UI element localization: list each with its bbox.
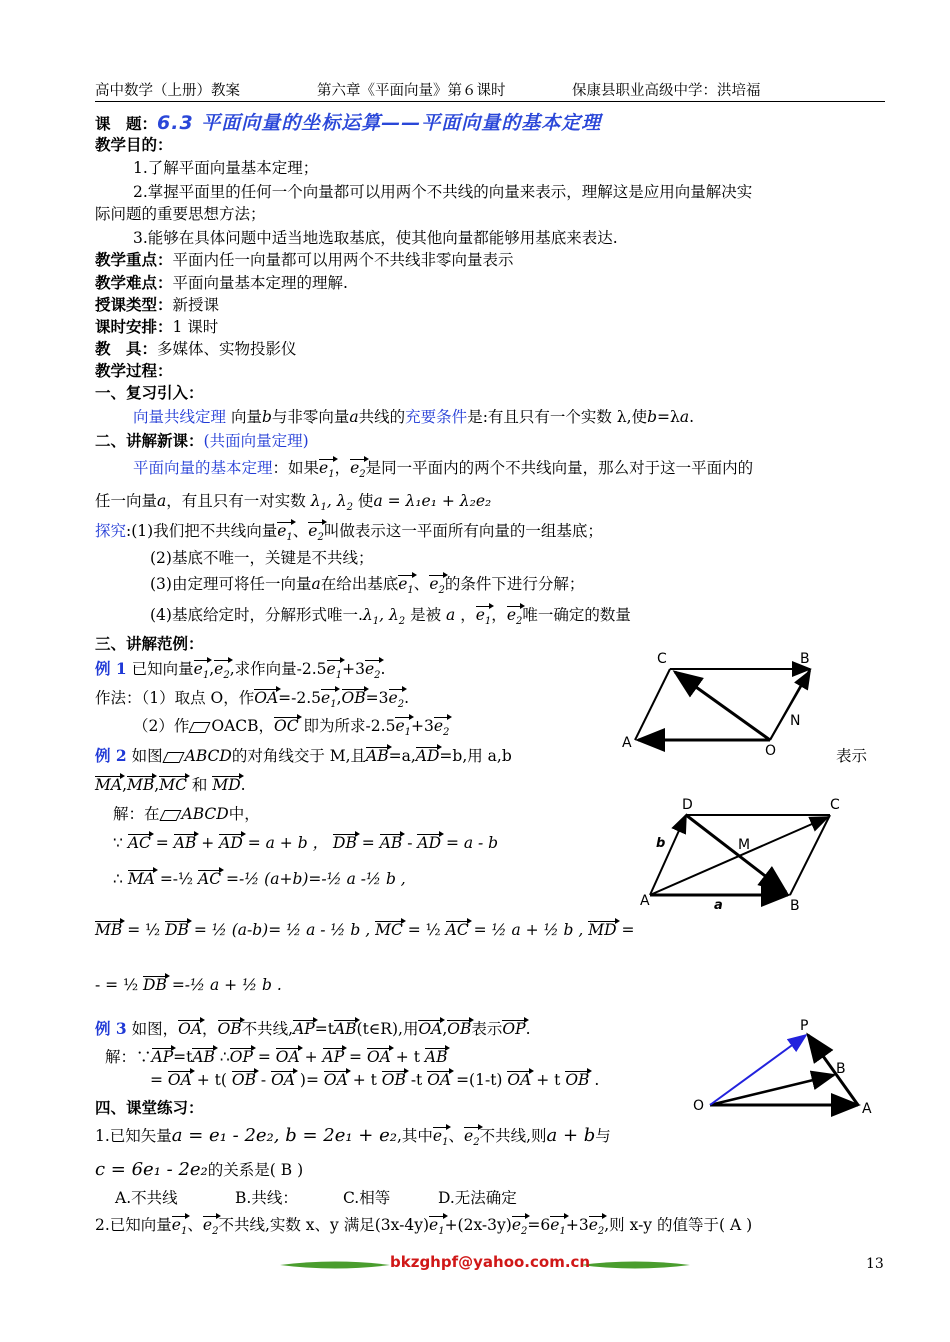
goal-1: 1.了解平面向量基本定理； <box>133 159 319 177</box>
example-2-step4: - = ½ DB =-½ a + ½ b . <box>95 976 282 994</box>
fig3-vector-ap <box>808 1035 858 1105</box>
example-2-represent: 表示 <box>836 747 868 765</box>
fig3-label-p: P <box>800 1018 809 1034</box>
parallelogram-icon <box>159 810 181 821</box>
example-2-step2: ∴ MA =-½ AC =-½ (a+b)=-½ a -½ b , <box>113 870 406 888</box>
meta-difficulty: 教学难点：平面向量基本定理的理解. <box>95 273 348 292</box>
option-b: B.共线： <box>235 1189 298 1207</box>
fig2-label-b-vec: b <box>656 836 666 851</box>
exercise-1-options <box>115 1186 517 1208</box>
fig2-label-c: C <box>830 797 840 813</box>
fig1-line-ca <box>635 669 670 740</box>
example-3-solution-2: = OA + t( OB - OA )= OA + t OB -t OA =(1-t) OA + t OB . <box>150 1071 600 1089</box>
header-middle: 第六章《平面向量》第６课时 <box>317 83 506 99</box>
basic-theorem-line1: 平面向量的基本定理：如果$e_1$，$e_2$是同一平面内的两个不共线向量，那么对于这一平面内的 <box>133 459 754 481</box>
goals-heading: 教学目的： <box>95 135 173 154</box>
fig3-label-a: A <box>862 1101 872 1117</box>
example-1-method-1: 作法：（1）取点 O，作$OA=-2.5e_1,OB=3e_2$. <box>95 689 409 711</box>
exercise-1: 1.已知矢量a = e₁ - 2e₂, b = 2e₁ + e₂,其中$e_1$、$e_2$不共线,则a + b与 <box>95 1125 611 1149</box>
fig2-label-a-vec: a <box>714 898 723 910</box>
section3-heading: 三、讲解范例： <box>95 634 204 653</box>
meta-schedule: 课时安排：1 课时 <box>95 317 219 336</box>
explore-3: (3)由定理可将任一向量a在给出基底$e_1$、$e_2$的条件下进行分解； <box>150 575 585 597</box>
exercise-1-cont: c = 6e₁ - 2e₂的关系是( B ) <box>95 1159 304 1180</box>
meta-process: 教学过程： <box>95 361 173 380</box>
footer-email[interactable]: bkzghpf@yahoo.com.cn <box>390 1253 591 1271</box>
fig2-label-b: B <box>790 898 800 910</box>
fig2-vector-db <box>686 815 786 892</box>
fig1-label-n: N <box>790 713 801 729</box>
meta-focus: 教学重点：平面内任一向量都可以用两个不共线非零向量表示 <box>95 250 514 269</box>
collinear-theorem: 向量共线定理 向量b与非零向量a共线的充要条件是:有且只有一个实数 λ,使b=λa. <box>133 408 695 426</box>
option-c: C.相等 <box>343 1189 391 1207</box>
figure-parallelogram-abcd <box>640 795 855 910</box>
fig2-label-a: A <box>640 893 650 909</box>
section4-heading: 四、课堂练习： <box>95 1098 204 1117</box>
footer-decoration-right <box>580 1258 690 1276</box>
explore-4: (4)基底给定时，分解形式唯一$.\lambda_1$, $\lambda_2$ 是被 a ，$e_1$，$e_2$唯一确定的数量 <box>150 606 631 628</box>
example-1: 例 1 已知向量$e_1,e_2$,求作向量$-2.5e_1+3e_2$. <box>95 659 386 682</box>
fig3-label-o: O <box>693 1098 705 1114</box>
example-2: 例 2 如图 ABCD的对角线交于 M,且AB=a,AD=b,用 a,b <box>95 746 512 765</box>
explore-2: (2)基底不唯一，关键是不共线； <box>150 549 374 567</box>
example-2-solution: 解：在 ABCD中， <box>113 805 260 823</box>
header-right: 保康县职业高级中学：洪培福 <box>572 83 761 99</box>
option-d: D.无法确定 <box>438 1189 517 1207</box>
figure-points-opab <box>690 1015 880 1120</box>
section1-heading: 一、复习引入： <box>95 383 204 402</box>
goal-2: 2.掌握平面里的任何一个向量都可以用两个不共线的向量来表示，理解这是应用向量解决实 <box>133 183 753 201</box>
title-label: 课 题： <box>95 114 158 133</box>
example-2-targets: MA,MB,MC 和 MD. <box>95 776 246 794</box>
example-2-step1: ∵ AC = AB + AD = a + b ， DB = AB - AD = a - b <box>113 834 499 852</box>
fig3-label-b: B <box>836 1061 846 1077</box>
meta-type: 授课类型：新授课 <box>95 295 220 314</box>
fig2-vector-ad <box>650 815 686 895</box>
goal-3: 3.能够在具体问题中适当地选取基底，使其他向量都能够用基底来表达. <box>133 229 618 247</box>
title-text: 6.3 平面向量的坐标运算——平面向量的基本定理 <box>157 112 602 134</box>
option-a: A.不共线 <box>115 1189 178 1207</box>
exercise-2: 2.已知向量$e_1$、$e_2$不共线,实数 x、y 满足$(3x-4y)e_1+(2x-3y)e_2=6e_1+3e_2$,则 x-y 的值等于( A ) <box>95 1216 753 1238</box>
section2-heading: 二、讲解新课：(共面向量定理) <box>95 431 309 450</box>
explore-1: 探究:(1)我们把不共线向量$e_1$、$e_2$叫做表示这一平面所有向量的一组基底； <box>95 522 603 544</box>
example-2-step3: MB = ½ DB = ½ (a-b)= ½ a - ½ b , MC = ½ AC = ½ a + ½ b , MD = <box>95 921 635 939</box>
goal-2-cont: 际问题的重要思想方法； <box>95 205 266 223</box>
fig3-vector-ob <box>710 1075 834 1105</box>
fig1-label-b: B <box>800 651 810 667</box>
example-3-solution-1: 解：∵AP=tAB ∴OP = OA + AP = OA + t AB <box>105 1048 448 1066</box>
page-number: 13 <box>866 1256 884 1272</box>
lesson-title <box>95 108 601 135</box>
figure-parallelogram-oacb <box>620 645 835 755</box>
parallelogram-icon <box>189 722 211 733</box>
example-3: 例 3 如图，OA，OB不共线,AP=tAB(t∈R),用OA,OB表示OP. <box>95 1019 531 1038</box>
fig2-label-m: M <box>738 837 751 853</box>
example-1-method-2: （2）作 OACB，OC 即为所求$-2.5e_1+3e_2$ <box>133 717 450 739</box>
meta-tools: 教 具：多媒体、实物投影仪 <box>95 339 297 358</box>
fig1-label-o: O <box>765 743 777 755</box>
fig1-label-a: A <box>622 735 632 751</box>
fig1-vector-oc <box>675 672 770 740</box>
fig2-line-cb <box>790 815 830 895</box>
fig1-vector-ob <box>770 671 810 740</box>
basic-theorem-line2: 任一向量a，有且只有一对实数 $\lambda_1$, $\lambda_2$ 使a = λ₁e₁ + λ₂e₂ <box>95 492 492 514</box>
page-header <box>95 76 885 102</box>
fig2-label-d: D <box>682 797 693 813</box>
parallelogram-icon <box>162 752 184 763</box>
header-left: 高中数学（上册）教案 <box>95 83 240 99</box>
fig1-label-c: C <box>657 651 667 667</box>
